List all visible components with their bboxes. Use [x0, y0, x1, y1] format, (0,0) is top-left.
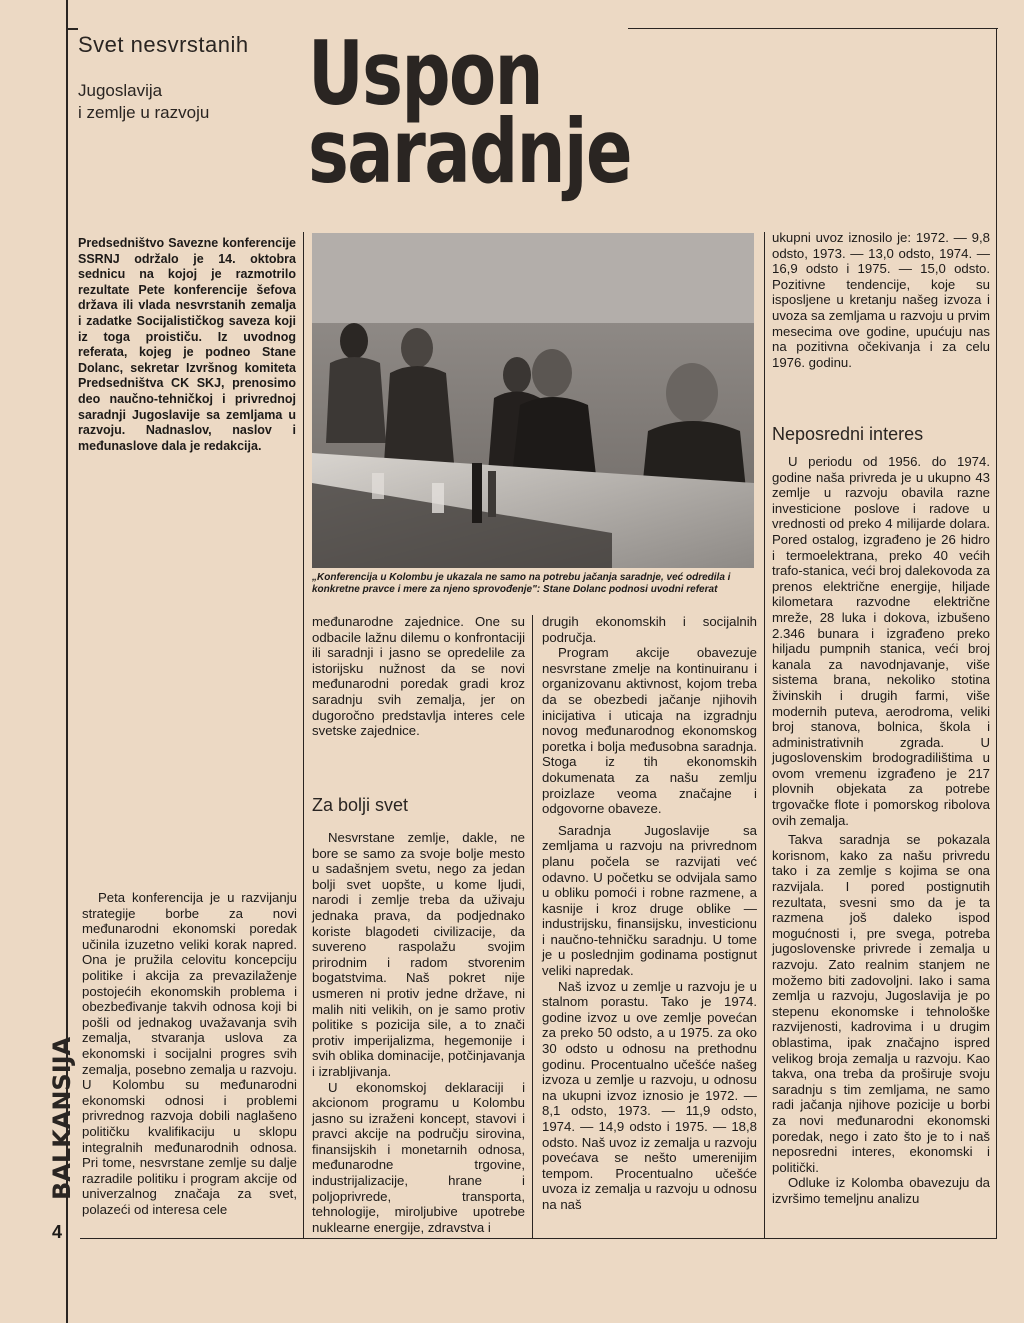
paragraph: Program akcije obavezuje nesvrstane zmelje na kontinuiranu i organizovanu aktivnost, kojom treba da se obezbedi jačanje njihovih inicijativa i uticaja na izgradnju novog međunarodnog ekonomskog poretka i bolja međusobna saradnja. Stoga iz tih ekonomskih dokumenata za našu zemlju proizlaze veoma značajne i odgovorne obaveze.: [542, 645, 757, 817]
column-divider: [532, 615, 533, 1238]
headline-line-1: Uspon: [308, 22, 542, 125]
svg-text:BALKANSIJA: BALKANSIJA: [48, 1036, 76, 1200]
paragraph: drugih ekonomskih i socijalnih područja.: [542, 614, 757, 645]
subtitle-line-2: i zemlje u razvoju: [78, 103, 210, 122]
conference-photo-image: [312, 233, 754, 568]
section-kicker: Svet nesvrstanih: [78, 32, 249, 57]
paragraph: Naš izvoz u zemlje u razvoju je u stalnom porastu. Tako je 1974. godine izvoz u ove zemlje povećan za preko 50 odsto, a u 1975. za oko 30 odsto u odnosu na prethodnu godinu. Procentualno učešće našeg izvoza u zemlje u razvoju, u odnosu na ukupni izvoz iznosio je 1972. — 8,1 odsto, 1973. — 11,9 odsto, 1974. — 14,9 odsto i 1975. — 18,8 odsto. Naš uvoz iz zemalja u razvoju povećava se nešto umerenijim tempom. Procentualno učešće uvoza iz zemalja u razvoju u odnosu na naš: [542, 978, 757, 1212]
paragraph: Nesvrstane zemlje, dakle, ne bore se samo za svoje bolje mesto u sadašnjem svetu, nego za jedan bolji svet uopšte, u kome ljudi, narodi i zemlje treba da uživaju jednaka prava, da podjednako koriste blagodeti civilizacije, da suvereno raspolažu svojim prirodnim i radom stvorenim bogatstvima. Naš pokret nije usmeren ni protiv jedne države, ni malih niti velikih, on je samo protiv politike s pozicija sile, a to znači protiv imperijalizma, hegemonije i svih oblika dominacije, potčinjavanja i izrabljivanja.: [312, 830, 525, 1079]
page-number: 4: [52, 1222, 63, 1242]
paragraph: Peta konferencija je u razvijanju strategije borbe za novi međunarodni ekonomski poredak učinila izuzetno veliki korak napred. Ona je pružila celovitu koncepciju politike i akcija za prevazilaženje postojećih ekonomskih problema i obezbeđivanje takvih odnosa koji bi pošli od jednakog uvažavanja svih zemalja, stvaranja uslova za ekonomski i socijalni progres svih zemalja, posebno zemalja u razvoju. U Kolombu su međunarodni ekonomski odnosi i problemi privrednog razvoja dobili naglašeno političku kvalifikaciju u sklopu integralnih međunarodnih odnosa. Pri tome, nesvrstane zemlje su dalje razradile politiku i program akcije od univerzalnog značaja za svet, polazeći od interesa cele: [82, 890, 297, 1217]
subheading-za-bolji-svet: Za bolji svet: [312, 795, 409, 815]
text-column-2-continued: [312, 830, 525, 1235]
vertical-magazine-logo: [46, 1032, 76, 1202]
top-right-frame-rule: [628, 28, 998, 29]
right-frame-rule: [996, 28, 997, 1238]
text-column-3: [542, 614, 757, 1213]
photo-caption: „Konferencija u Kolombu je ukazala ne samo na potrebu jačanja saradnje, već odredila i konkretne pravce i mere za njeno sprovođenje": Stane Dolanc podnosi uvodni referat: [312, 572, 731, 595]
paragraph: Saradnja Jugoslavije sa zemljama u razvoju na privrednom planu počela se razvijati već odavno. U početku se odvijala samo u obliku pomoći i robne razmene, a kasnije i kroz druge oblike — industrijsku, finansijsku, investicionu i naučno-tehničku saradnju. U tome je u poslednjim godinama postignut veliki napredak.: [542, 822, 757, 979]
column-divider: [764, 232, 765, 1238]
text-column-2: [312, 614, 525, 739]
text-column-4: [772, 230, 990, 370]
headline-line-2: saradnje: [308, 100, 631, 203]
article-lede: Predsedništvo Savezne konferencije SSRNJ održalo je 14. oktobra sednicu na kojoj je razmotrilo rezultate Pete konferencije šefova država ili vlada nesvrstanih zemalja i zadatke Socijalističkog saveza koji iz toga proističu. Iz uvodnog referata, kojeg je podneo Stane Dolanc, sekretar Izvršnog komiteta Predsedništva CK SKJ, prenosimo deo naučno-tehničkoj i privrednoj saradnji Jugoslavije sa zemljama u razvoju. Nadnaslov, naslov i međunaslove dala je redakcija.: [78, 236, 296, 453]
paragraph: Odluke iz Kolomba obavezuju da izvršimo temeljnu analizu: [772, 1175, 990, 1206]
bottom-frame-rule: [80, 1238, 997, 1239]
text-column-4-continued: [772, 454, 990, 1207]
paragraph: međunarodne zajednice. One su odbacile lažnu dilemu o konfrontaciji ili saradnji i jasno se opredelile za istorijsku nužnost da se novi međunarodni poredak gradi kroz saradnju svih zemalja, jer on dugoročno predstavlja interes cele svetske zajednice.: [312, 614, 525, 739]
text-column-1: [82, 890, 297, 1217]
paragraph: Takva saradnja se pokazala korisnom, kako za našu privredu tako i za zemlje s kojima se ona razvijala. I pored postignutih rezultata, svesni smo da je ta razmena još daleko ispod mogućnosti i, pre svega, potreba jugoslovenske privrede i zemalja u razvoju. Zato realnim stanjem ne možemo biti zadovoljni. Iako i sama zemlja u razvoju, Jugoslavija je po stepenu ekonomske i tehnološke razvijenosti, kadrovima i u drugim oblastima, ipak značajno ispred velikog broja zemalja u razvoju. Kao takva, ona treba da proširuje svoju saradnju s tim zemljama, ne samo radi jačanja njihove pozicije u borbi za novi međunarodni ekonomski poredak, nego i zato što je to i naš neposredni interes, ekonomski i politički.: [772, 832, 990, 1175]
conference-photo: [312, 233, 754, 568]
paragraph: U periodu od 1956. do 1974. godine naša privreda je u ukupno 43 zemlje u razvoju obavila razne investicione poslove i radove u vrednosti od preko 4 milijarde dolara. Pored ostalog, izgrađeno je 26 hidro i termoelektrana, preko 40 većih trafo-stanica, veći broj dalekovoda za prenos električne energije, hiljade kilometara razvodne električne mreže, 28 luka i dokova, izbušeno 2.346 bunara i izgrađeno preko hiljadu pumpnih stanica, veći broj kanala za navodnjavanje, više sistema brana, nekoliko stotina živinskih i drugih farmi, više modernih puteva, aerodroma, veliki broj stanova, bolnica, škola i administrativnih zgrada. U jugoslovenskim brodogradilištima u ovom vremenu izgrađeno je 217 plovnih objekata za potrebe trgovačke flote i pomorskog ribolova ovih zemalja.: [772, 454, 990, 828]
paragraph: U ekonomskoj deklaraciji i akcionom programu u Kolombu jasno su izraženi koncept, stavovi i pravci akcije na području sirovina, finansijskih i monetarnih odnosa, međunarodne trgovine, industrijalizacije, hrane i poljoprivrede, transporta, tehnologije, miroljubive upotrebe nuklearne energije, zdravstva i: [312, 1079, 525, 1235]
subtitle-line-1: Jugoslavija: [78, 81, 163, 100]
paragraph: ukupni uvoz iznosilo je: 1972. — 9,8 odsto, 1973. — 13,0 odsto, 1974. — 16,9 odsto i 1975. — 15,0 odsto. Pozitivne tendencije, koje su isposljene u kretanju našeg izvoza i uvoza sa zemljama u razvoju u prvim mesecima ove godine, upućuju nas na pozitivna očekivanja i za celu 1976. godinu.: [772, 230, 990, 370]
subheading-neposredni-interes: Neposredni interes: [772, 424, 924, 444]
column-divider: [303, 232, 304, 1238]
top-frame-rule: [66, 28, 78, 30]
section-subtitle: [78, 80, 209, 124]
